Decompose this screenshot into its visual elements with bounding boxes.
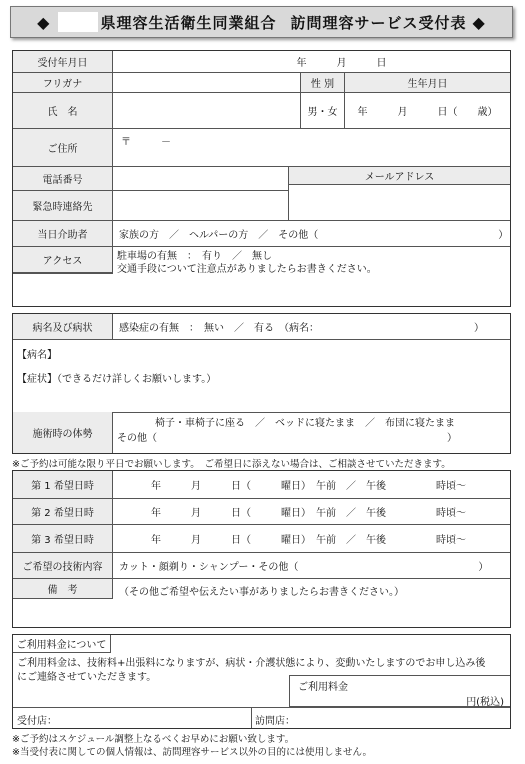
prefecture-blank — [58, 12, 98, 32]
reception-date-value: 年 月 日 — [296, 58, 387, 69]
technique-field[interactable]: カット・顔剃り・シャンプー・その他（ ） — [113, 553, 510, 579]
address-field[interactable] — [113, 129, 510, 167]
access-label: アクセス — [13, 247, 113, 273]
illness-label: 病名及び病状 — [13, 314, 113, 340]
wish-2-value: 年 月 日（ 曜日） 午前 ／ 午後 時頃〜 — [151, 508, 466, 519]
diamond-right-icon: ◆ — [472, 12, 486, 32]
email-field[interactable] — [289, 185, 510, 221]
wish-3-field[interactable] — [113, 525, 510, 553]
fee-section — [12, 634, 511, 729]
email-label: メールアドレス — [289, 167, 510, 185]
access-transport-note: 交通手段について注意点がありましたらお書きください。 — [117, 264, 377, 275]
gender-label: 性 別 — [301, 73, 345, 93]
wish-3-label: 第 3 希望日時 — [13, 525, 113, 553]
name-label: 氏 名 — [13, 93, 113, 129]
posture-label: 施術時の体勢 — [13, 412, 113, 453]
emergency-label: 緊急時連絡先 — [13, 191, 113, 221]
organization-title: 県理容生活衛生同業組合 — [100, 13, 277, 32]
emergency-field[interactable] — [113, 191, 289, 221]
technique-label: ご希望の技術内容 — [13, 553, 113, 579]
access-parking: 駐車場の有無 ： 有り ／ 無し — [117, 251, 272, 262]
wish-2-field[interactable] — [113, 499, 510, 525]
schedule-section — [12, 470, 511, 628]
form-title: 訪問理容サービス受付表 — [290, 13, 467, 32]
birthdate-field[interactable]: 年 月 日（ 歳） — [345, 93, 510, 129]
fee-amount-box[interactable] — [289, 675, 510, 707]
fee-title: ご利用料金について — [13, 635, 111, 653]
disease-name-field[interactable]: 【病名】 — [17, 350, 57, 361]
diamond-left-icon: ◆ — [37, 12, 51, 32]
access-field[interactable] — [117, 250, 507, 276]
phone-label: 電話番号 — [13, 167, 113, 191]
fee-amount-label: ご利用料金 — [298, 682, 348, 693]
birthdate-label: 生年月日 — [345, 73, 510, 93]
furigana-field[interactable] — [113, 73, 301, 93]
posture-other: その他（ ） — [117, 433, 457, 444]
fee-amount-unit: 円(税込) — [466, 697, 504, 708]
form-header — [10, 6, 513, 38]
posture-options: 椅子・車椅子に座る ／ ベッドに寝たまま ／ 布団に寝たまま — [155, 418, 455, 429]
wish-1-label: 第 1 希望日時 — [13, 471, 113, 499]
address-label: ご住所 — [13, 129, 113, 167]
caregiver-label: 当日介助者 — [13, 221, 113, 247]
shop-divider — [251, 707, 252, 728]
gender-choice[interactable]: 男・女 — [301, 93, 345, 129]
furigana-label: フリガナ — [13, 73, 113, 93]
footnote-2: ※当受付表に関しての個人情報は、訪問理容サービス以外の目的には使用しません。 — [12, 747, 373, 758]
fee-text-2: にご連絡させていただきます。 — [17, 672, 157, 683]
wish-1-field[interactable] — [113, 471, 510, 499]
name-field[interactable] — [113, 93, 301, 129]
illness-field[interactable]: 感染症の有無 ： 無い ／ 有る （病名： ） — [113, 314, 510, 340]
reception-date-field[interactable] — [113, 51, 510, 73]
wish-3-value: 年 月 日（ 曜日） 午前 ／ 午後 時頃〜 — [151, 535, 466, 546]
phone-field[interactable] — [113, 167, 289, 191]
reception-shop-field[interactable]: 受付店： — [17, 716, 57, 727]
remarks-field[interactable]: （その他ご希望や伝えたい事がありましたらお書きください。） — [119, 587, 404, 598]
symptoms-field[interactable]: 【症状】（できるだけ詳しくお願いします。） — [17, 374, 217, 385]
wish-1-value: 年 月 日（ 曜日） 午前 ／ 午後 時頃〜 — [151, 481, 466, 492]
shop-row-divider — [13, 707, 510, 708]
footnote-1: ※ご予約はスケジュール調整上なるべくお早めにお願い致します。 — [12, 734, 295, 745]
reservation-note: ※ご予約は可能な限り平日でお願いします。 ご希望日に添えない場合は、ご相談させていただきます。 — [12, 459, 451, 470]
posture-field[interactable] — [117, 416, 507, 446]
access-label-border — [13, 273, 113, 274]
reception-date-label: 受付年月日 — [13, 51, 113, 73]
caregiver-field[interactable]: 家族の方 ／ ヘルパーの方 ／ その他（ ） — [113, 221, 510, 247]
visit-shop-field[interactable]: 訪問店： — [255, 716, 295, 727]
wish-2-label: 第 2 希望日時 — [13, 499, 113, 525]
fee-text-1: ご利用料金は、技術料+出張料になりますが、病状・介護状態により、変動いたしますのでお申し込み後 — [17, 658, 486, 669]
customer-info-section — [12, 50, 511, 307]
address-postal: 〒 － — [121, 137, 171, 148]
health-section — [12, 313, 511, 454]
remarks-label: 備 考 — [13, 579, 113, 599]
